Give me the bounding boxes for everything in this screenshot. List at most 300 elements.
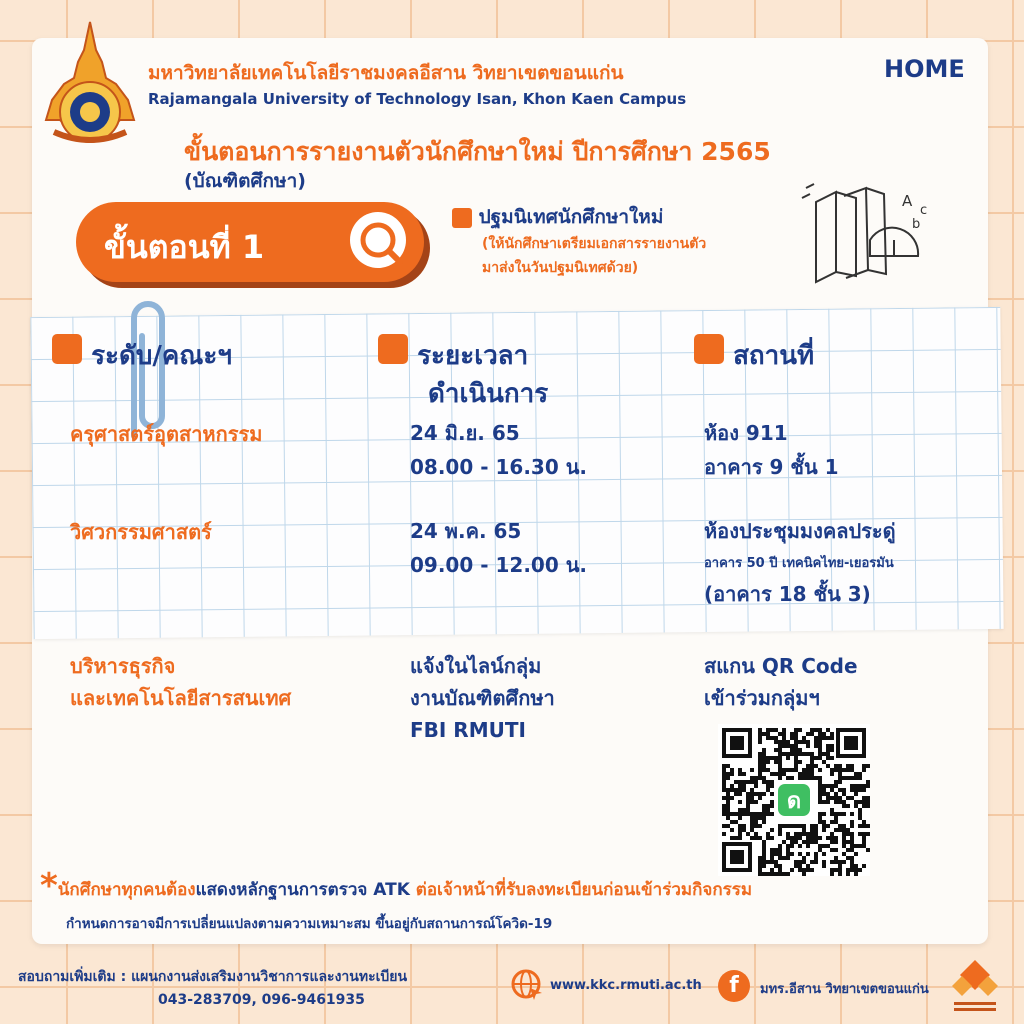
- qr-module: [794, 744, 798, 748]
- qr-module: [802, 872, 806, 876]
- qr-module: [834, 796, 838, 800]
- qr-module: [766, 732, 770, 736]
- qr-module: [838, 796, 842, 800]
- qr-module: [838, 768, 842, 772]
- qr-module: [850, 868, 854, 872]
- qr-module: [846, 872, 850, 876]
- qr-module: [810, 776, 814, 780]
- qr-module: [790, 836, 794, 840]
- qr-module: [722, 768, 726, 772]
- qr-module: [822, 864, 826, 868]
- qr-module: [850, 856, 854, 860]
- qr-module: [842, 768, 846, 772]
- qr-module: [814, 852, 818, 856]
- qr-module: [786, 832, 790, 836]
- qr-module: [782, 740, 786, 744]
- qr-module: [834, 860, 838, 864]
- qr-module: [738, 828, 742, 832]
- qr-module: [774, 740, 778, 744]
- qr-module: [806, 836, 810, 840]
- qr-module: [758, 736, 762, 740]
- qr-module: [778, 872, 782, 876]
- orientation-note-line-1: (ให้นักศึกษาเตรียมเอกสารรายงานตัว: [482, 236, 707, 252]
- svg-text:b: b: [912, 217, 921, 232]
- qr-module: [826, 824, 830, 828]
- qr-module: [818, 728, 822, 732]
- globe-icon: [510, 968, 544, 1002]
- qr-module: [822, 824, 826, 828]
- qr-module: [722, 804, 726, 808]
- atk-notice: [40, 866, 753, 906]
- qr-module: [850, 844, 854, 848]
- qr-module: [810, 860, 814, 864]
- qr-module: [858, 868, 862, 872]
- qr-module: [730, 768, 734, 772]
- qr-module: [834, 800, 838, 804]
- qr-module: [850, 824, 854, 828]
- qr-module: [774, 760, 778, 764]
- qr-module: [834, 848, 838, 852]
- qr-module: [862, 832, 866, 836]
- qr-module: [846, 804, 850, 808]
- website-link[interactable]: www.kkc.rmuti.ac.th: [550, 978, 702, 993]
- qr-module: [754, 780, 758, 784]
- qr-module: [766, 728, 770, 732]
- qr-module: [730, 812, 734, 816]
- qr-module: [726, 788, 730, 792]
- qr-module: [842, 788, 846, 792]
- qr-module: [818, 752, 822, 756]
- qr-module: [754, 832, 758, 836]
- qr-module: [794, 756, 798, 760]
- qr-module: [794, 760, 798, 764]
- qr-module: [842, 828, 846, 832]
- row-2-place-line-2: อาคาร 50 ปี เทคนิคไทย-เยอรมัน: [704, 556, 894, 571]
- qr-module: [826, 784, 830, 788]
- qr-module: [778, 848, 782, 852]
- qr-module: [774, 736, 778, 740]
- qr-module: [818, 768, 822, 772]
- qr-module: [778, 756, 782, 760]
- qr-module: [850, 832, 854, 836]
- qr-module: [758, 864, 762, 868]
- qr-module: [834, 816, 838, 820]
- qr-module: [794, 736, 798, 740]
- qr-module: [822, 844, 826, 848]
- qr-module: [734, 820, 738, 824]
- qr-module: [810, 824, 814, 828]
- qr-module: [838, 764, 842, 768]
- qr-module: [826, 744, 830, 748]
- qr-module: [858, 812, 862, 816]
- qr-module: [738, 784, 742, 788]
- qr-module: [742, 812, 746, 816]
- qr-module: [806, 732, 810, 736]
- qr-module: [810, 752, 814, 756]
- qr-module: [866, 848, 870, 852]
- qr-module: [782, 872, 786, 876]
- qr-module: [798, 868, 802, 872]
- qr-module: [818, 776, 822, 780]
- qr-module: [822, 800, 826, 804]
- qr-module: [826, 800, 830, 804]
- qr-module: [722, 796, 726, 800]
- qr-module: [810, 768, 814, 772]
- qr-module: [726, 772, 730, 776]
- qr-module: [782, 736, 786, 740]
- qr-module: [854, 784, 858, 788]
- header-place-text: สถานที่: [733, 341, 815, 371]
- qr-module: [802, 736, 806, 740]
- qr-module: [830, 868, 834, 872]
- qr-module: [854, 864, 858, 868]
- qr-module: [818, 796, 822, 800]
- qr-module: [806, 764, 810, 768]
- qr-module: [762, 872, 766, 876]
- qr-module: [830, 788, 834, 792]
- qr-module: [750, 820, 754, 824]
- qr-module: [786, 852, 790, 856]
- qr-module: [758, 836, 762, 840]
- qr-module: [754, 820, 758, 824]
- qr-module: [818, 756, 822, 760]
- qr-module: [814, 728, 818, 732]
- qr-module: [858, 832, 862, 836]
- qr-module: [746, 808, 750, 812]
- qr-module: [838, 872, 842, 876]
- qr-module: [762, 856, 766, 860]
- qr-module: [794, 824, 798, 828]
- qr-module: [866, 796, 870, 800]
- qr-module: [862, 824, 866, 828]
- qr-module: [838, 776, 842, 780]
- qr-module: [778, 748, 782, 752]
- qr-module: [830, 872, 834, 876]
- qr-module: [778, 768, 782, 772]
- qr-module: [770, 812, 774, 816]
- qr-module: [754, 784, 758, 788]
- qr-module: [766, 736, 770, 740]
- qr-module: [770, 800, 774, 804]
- row-1-time: 08.00 - 16.30 น.: [410, 455, 587, 479]
- qr-module: [834, 868, 838, 872]
- qr-module: [850, 776, 854, 780]
- qr-module: [830, 860, 834, 864]
- qr-module: [814, 860, 818, 864]
- qr-module: [858, 784, 862, 788]
- qr-module: [722, 832, 726, 836]
- qr-module: [762, 768, 766, 772]
- qr-module: [818, 736, 822, 740]
- qr-module: [750, 780, 754, 784]
- qr-module: [790, 752, 794, 756]
- qr-module: [806, 844, 810, 848]
- qr-module: [818, 732, 822, 736]
- qr-module: [766, 768, 770, 772]
- qr-module: [854, 772, 858, 776]
- qr-module: [846, 832, 850, 836]
- qr-module: [794, 768, 798, 772]
- qr-module: [778, 772, 782, 776]
- qr-module: [798, 836, 802, 840]
- qr-module: [790, 748, 794, 752]
- qr-module: [818, 748, 822, 752]
- qr-module: [810, 840, 814, 844]
- qr-module: [762, 848, 766, 852]
- qr-module: [846, 868, 850, 872]
- qr-module: [862, 764, 866, 768]
- qr-module: [822, 820, 826, 824]
- qr-module: [766, 756, 770, 760]
- qr-module: [738, 836, 742, 840]
- qr-module: [850, 788, 854, 792]
- row-3-place-line-1: สแกน QR Code: [704, 654, 858, 678]
- qr-module: [742, 784, 746, 788]
- qr-module: [754, 824, 758, 828]
- row-2-place-line-3: (อาคาร 18 ชั้น 3): [704, 582, 871, 606]
- qr-module: [826, 756, 830, 760]
- qr-module: [830, 784, 834, 788]
- facebook-icon: f: [718, 970, 750, 1002]
- line-group-qr-code[interactable]: [718, 724, 870, 876]
- row-1-place: [704, 416, 839, 484]
- qr-module: [734, 788, 738, 792]
- qr-module: [786, 824, 790, 828]
- qr-module: [806, 752, 810, 756]
- orientation-heading-text: ปฐมนิเทศนักศึกษาใหม่: [478, 206, 664, 228]
- qr-module: [846, 856, 850, 860]
- qr-module: [790, 840, 794, 844]
- qr-module: [742, 780, 746, 784]
- qr-module: [826, 748, 830, 752]
- orientation-note-line-2: มาส่งในวันปฐมนิเทศด้วย): [482, 260, 639, 276]
- qr-module: [822, 784, 826, 788]
- qr-module: [814, 828, 818, 832]
- qr-module: [750, 788, 754, 792]
- qr-module: [758, 856, 762, 860]
- qr-module: [778, 752, 782, 756]
- qr-module: [778, 844, 782, 848]
- qr-module: [770, 804, 774, 808]
- qr-module: [722, 772, 726, 776]
- qr-module: [858, 776, 862, 780]
- row-3-time-line-2: งานบัณฑิตศึกษา: [410, 686, 555, 710]
- bullet-square-icon: [378, 334, 408, 364]
- qr-module: [822, 852, 826, 856]
- qr-module: [758, 740, 762, 744]
- row-1-schedule: [410, 416, 587, 484]
- qr-module: [814, 764, 818, 768]
- qr-module: [866, 764, 870, 768]
- qr-module: [722, 764, 726, 768]
- header-time: [378, 334, 528, 376]
- row-2-place-line-1: ห้องประชุมมงคลประดู่: [704, 519, 896, 543]
- qr-module: [762, 820, 766, 824]
- qr-module: [774, 756, 778, 760]
- header-place: [694, 334, 814, 376]
- qr-module: [858, 844, 862, 848]
- qr-module: [738, 808, 742, 812]
- page-subtitle: (บัณฑิตศึกษา): [184, 170, 306, 192]
- qr-module: [834, 784, 838, 788]
- qr-module: [770, 772, 774, 776]
- qr-module: [862, 796, 866, 800]
- qr-module: [734, 780, 738, 784]
- qr-module: [782, 840, 786, 844]
- row-3-time-line-1: แจ้งในไลน์กลุ่ม: [410, 654, 542, 678]
- qr-module: [786, 776, 790, 780]
- qr-module: [850, 820, 854, 824]
- qr-module: [818, 816, 822, 820]
- qr-module: [786, 768, 790, 772]
- row-3-faculty-line-2: และเทคโนโลยีสารสนเทศ: [70, 686, 292, 710]
- qr-module: [742, 828, 746, 832]
- qr-module: [770, 728, 774, 732]
- qr-module: [786, 836, 790, 840]
- qr-module: [842, 836, 846, 840]
- qr-module: [762, 852, 766, 856]
- qr-module: [842, 852, 846, 856]
- qr-module: [758, 752, 762, 756]
- qr-module: [774, 848, 778, 852]
- qr-module: [758, 772, 762, 776]
- qr-module: [770, 856, 774, 860]
- qr-module: [810, 772, 814, 776]
- contact-phones: 043-283709, 096-9461935: [158, 992, 365, 1008]
- qr-module: [762, 732, 766, 736]
- qr-module: [730, 772, 734, 776]
- qr-module: [742, 824, 746, 828]
- qr-module: [834, 840, 838, 844]
- qr-module: [842, 860, 846, 864]
- qr-module: [778, 864, 782, 868]
- home-link[interactable]: HOME: [884, 55, 965, 83]
- atk-notice-part-1: นักศึกษาทุกคนต้อง: [57, 880, 196, 900]
- row-2-date: 24 พ.ค. 65: [410, 519, 522, 543]
- qr-module: [778, 852, 782, 856]
- qr-module: [750, 792, 754, 796]
- qr-module: [762, 844, 766, 848]
- qr-module: [786, 756, 790, 760]
- row-3-place: [704, 650, 858, 714]
- qr-module: [830, 744, 834, 748]
- qr-module: [810, 868, 814, 872]
- qr-module: [830, 832, 834, 836]
- qr-module: [770, 852, 774, 856]
- qr-module: [846, 848, 850, 852]
- qr-module: [758, 768, 762, 772]
- schedule-change-notice: กำหนดการอาจมีการเปลี่ยนแปลงตามความเหมาะสม ขึ้นอยู่กับสถานการณ์โควิด-19: [66, 916, 553, 932]
- qr-module: [778, 856, 782, 860]
- qr-module: [742, 788, 746, 792]
- qr-module: [830, 772, 834, 776]
- qr-module: [766, 860, 770, 864]
- qr-module: [774, 772, 778, 776]
- qr-module: [726, 804, 730, 808]
- qr-module: [770, 868, 774, 872]
- qr-module: [778, 828, 782, 832]
- books-doodle-icon: [796, 176, 946, 296]
- qr-module: [774, 748, 778, 752]
- qr-module: [786, 848, 790, 852]
- facebook-page-link[interactable]: มทร.อีสาน วิทยาเขตขอนแก่น: [760, 982, 929, 997]
- qr-module: [770, 780, 774, 784]
- qr-module: [758, 760, 762, 764]
- qr-module: [782, 768, 786, 772]
- qr-module: [842, 832, 846, 836]
- qr-module: [838, 780, 842, 784]
- qr-module: [850, 812, 854, 816]
- qr-module: [762, 760, 766, 764]
- row-3-faculty: [70, 650, 291, 714]
- qr-module: [750, 836, 754, 840]
- qr-module: [766, 760, 770, 764]
- qr-module: [834, 856, 838, 860]
- qr-module: [778, 760, 782, 764]
- qr-module: [782, 744, 786, 748]
- qr-module: [770, 736, 774, 740]
- qr-module: [798, 740, 802, 744]
- qr-module: [826, 844, 830, 848]
- qr-module: [766, 808, 770, 812]
- qr-module: [758, 792, 762, 796]
- qr-module: [846, 776, 850, 780]
- qr-module: [806, 744, 810, 748]
- qr-module: [862, 844, 866, 848]
- qr-module: [818, 744, 822, 748]
- qr-module: [818, 792, 822, 796]
- qr-module: [842, 824, 846, 828]
- qr-module: [830, 796, 834, 800]
- qr-module: [842, 800, 846, 804]
- qr-module: [810, 756, 814, 760]
- qr-module: [770, 872, 774, 876]
- qr-module: [722, 812, 726, 816]
- qr-module: [850, 860, 854, 864]
- qr-module: [866, 804, 870, 808]
- qr-module: [826, 764, 830, 768]
- qr-module: [850, 840, 854, 844]
- qr-module: [770, 756, 774, 760]
- qr-module: [838, 860, 842, 864]
- qr-module: [854, 804, 858, 808]
- university-name-thai: มหาวิทยาลัยเทคโนโลยีราชมงคลอีสาน วิทยาเขตขอนแก่น: [148, 62, 624, 84]
- qr-module: [738, 780, 742, 784]
- qr-module: [798, 760, 802, 764]
- qr-module: [750, 768, 754, 772]
- qr-module: [834, 820, 838, 824]
- qr-module: [762, 804, 766, 808]
- qr-module: [790, 736, 794, 740]
- qr-module: [774, 864, 778, 868]
- qr-module: [758, 764, 762, 768]
- qr-module: [758, 816, 762, 820]
- qr-module: [762, 780, 766, 784]
- qr-module: [730, 788, 734, 792]
- qr-module: [758, 872, 762, 876]
- qr-module: [802, 868, 806, 872]
- qr-module: [762, 756, 766, 760]
- qr-module: [726, 764, 730, 768]
- qr-module: [826, 796, 830, 800]
- qr-module: [778, 764, 782, 768]
- row-2-place: [704, 514, 896, 611]
- qr-module: [798, 844, 802, 848]
- qr-module: [726, 792, 730, 796]
- qr-module: [846, 768, 850, 772]
- university-name-english: Rajamangala University of Technology Isan, Khon Kaen Campus: [148, 90, 687, 108]
- qr-module: [818, 812, 822, 816]
